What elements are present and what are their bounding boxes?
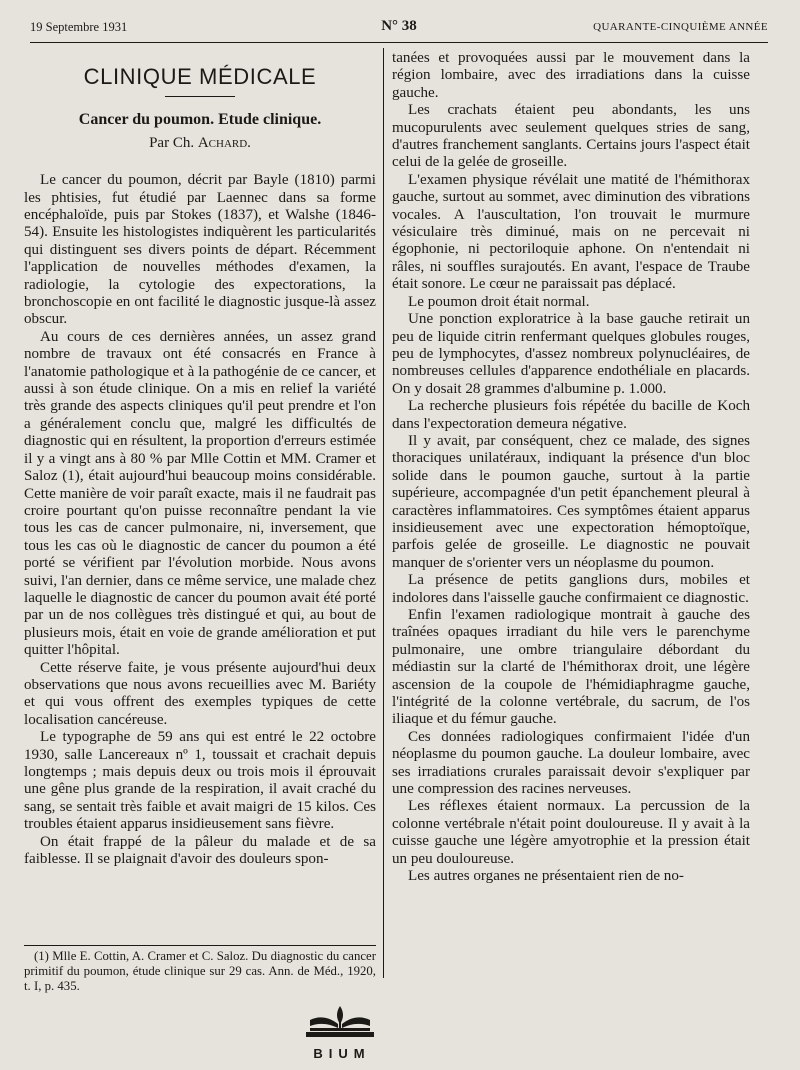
- footnote: (1) Mlle E. Cottin, A. Cramer et C. Saloz. Du diagnostic du cancer primitif du poumon, étude clinique sur 29 cas. Ann. de Méd., 1920, t. I, p. 435.: [24, 949, 376, 993]
- paragraph: La présence de petits ganglions durs, mobiles et indolores dans l'aisselle gauche confirmaient ce diagnostic.: [392, 572, 750, 606]
- paragraph: Le cancer du poumon, décrit par Bayle (1810) parmi les phtisies, fut étudié par Laennec dans sa forme encéphaloïde, puis par Stokes (1837), et Walshe (1846-54). Ensuite les histologistes indiquèrent les particularités qui distinguent ses divers points de départ. Récemment l'application de nouvelles méthodes d'examen, la radiologie, la cytologie des expectorations, la bronchoscopie en ont facilité le diagnostic jusque-là assez obscur.: [24, 172, 376, 328]
- paragraph: Ces données radiologiques confirmaient l'idée d'un néoplasme du poumon gauche. La douleur lombaire, avec ses irradiations crurales paraissait devoir s'expliquer par une compression des racines nerveuses.: [392, 728, 750, 798]
- logo-text: BIUM: [313, 1046, 371, 1061]
- byline-author: Achard.: [197, 134, 251, 151]
- paragraph: Au cours de ces dernières années, un assez grand nombre de travaux ont été consacrés en France à l'anatomie pathologique et à la pathogénie de ce cancer, et aussi à son étude clinique. On a mis en relief la variété très grande des aspects cliniques qu'il peut prendre et l'on a généralement conclu que, malgré les difficultés de diagnostic qui en résultent, la proportion d'erreurs estimée il y a vingt ans à 80 % par Mlle Cottin et MM. Cramer et Saloz (1), était aujourd'hui beaucoup moins considérable. Cette manière de voir paraît exacte, mais il ne faudrait pas croire pourtant qu'on puisse reconnaître pendant la vie tous les cas de cancer pulmonaire, ni, inversement, que tous les cas où le diagnostic de cancer du poumon a été porté se vérifient par l'évolution morbide. Nous avons suivi, l'an dernier, dans ce même service, une malade chez laquelle le diagnostic de cancer du poumon avait été porté par un de nos collègues très distingué et qui, au bout de plusieurs mois, était en voie de grande amélioration et put quitter l'hôpital.: [24, 328, 376, 659]
- paragraph: Le typographe de 59 ans qui est entré le 22 octobre 1930, salle Lancereaux nº 1, toussait et crachait depuis longtemps ; mais depuis deux ou trois mois il éprouvait une gêne plus grande de la respiration, il avait craché du sang, se sentait très faible et avait maigri de 15 kilos. Ces troubles étaient apparus insidieusement sans fièvre.: [24, 729, 376, 833]
- left-column: [24, 50, 376, 868]
- issue-number: N° 38: [381, 18, 417, 34]
- column-divider: [383, 48, 384, 978]
- paragraph: Il y avait, par conséquent, chez ce malade, des signes thoraciques unilatéraux, indiquant la présence d'un bloc solide dans le poumon gauche, surtout à la partie supérieure, accompagnée d'un petit épanchement pleural à caractères inflammatoires. Ces symptômes étaient apparus insidieusement avec une expectoration hémoptoïque, parfois gelée de groseille. Le diagnostic ne pouvait manquer de s'orienter vers un néoplasme du poumon.: [392, 432, 750, 571]
- page-header: [30, 18, 768, 43]
- paragraph: On était frappé de la pâleur du malade et de sa faiblesse. Il se plaignait d'avoir des douleurs spon-: [24, 833, 376, 868]
- byline: [24, 135, 376, 152]
- issue-date: 19 Septembre 1931: [30, 20, 128, 34]
- paragraph: Le poumon droit était normal.: [408, 293, 590, 310]
- paragraph: tanées et provoquées aussi par le mouvement dans la région lombaire, avec des irradiations dans la cuisse gauche.: [392, 50, 750, 101]
- paragraph: La recherche plusieurs fois répétée du bacille de Koch dans l'expectoration demeura négative.: [392, 398, 750, 432]
- byline-prefix: Par Ch.: [149, 134, 198, 151]
- paragraph: Les autres organes ne présentaient rien de no-: [408, 868, 684, 885]
- paragraph: Les réflexes étaient normaux. La percussion de la colonne vertébrale n'était point douloureuse. Il y avait à la cuisse gauche une légère amyotrophie et la pression était un peu douloureuse.: [392, 798, 750, 867]
- footnote-separator: [24, 945, 376, 946]
- section-rubric: CLINIQUE MÉDICALE: [83, 64, 317, 89]
- right-column: [392, 50, 750, 886]
- paragraph: L'examen physique révélait une matité de l'hémithorax gauche, surtout au sommet, avec diminution des vibrations vocales. A l'auscultation, l'on trouvait le murmure vésiculaire très diminué, mais on ne percevait ni égophonie, ni pectoriloquie aphone. On n'entendait ni râles, ni souffles surajoutés. En avant, l'espace de Traube était sonore. Le cœur ne paraissait pas déplacé.: [392, 171, 750, 293]
- paragraph: Les crachats étaient peu abondants, les uns mucopurulents avec seulement quelques stries de sang, d'autres franchement sanglants. Certains jours l'aspect était celui de la gelée de groseille.: [392, 102, 750, 171]
- paragraph: Une ponction exploratrice à la base gauche retirait un peu de liquide citrin renfermant quelques globules rouges, peu de lymphocytes, d'assez nombreux polynucléaires, de nombreuses cellules d'apparence endothéliale en placards. On y dosait 28 grammes d'albumine p. 1.000.: [392, 311, 750, 397]
- publication-year: QUARANTE-CINQUIÈME ANNÉE: [593, 21, 768, 33]
- rubric-rule: [165, 96, 235, 97]
- article-title: Cancer du poumon. Etude clinique.: [78, 111, 322, 129]
- paragraph: Enfin l'examen radiologique montrait à gauche des traînées opaques irradiant du hile vers le parenchyme pulmonaire, une ombre triangulaire débordant du médiastin sur la clarté de l'hémithorax droit, une légère ascension de la coupole de l'hémidiaphragme gauche, l'intégrité de la colonne vertébrale, du sacrum, de l'os iliaque et du fémur gauche.: [392, 607, 750, 728]
- paragraph: Cette réserve faite, je vous présente aujourd'hui deux observations que nous avons recueillies avec M. Bariéty et qui vous offrent des exemples typiques de cette localisation cancéreuse.: [24, 659, 376, 728]
